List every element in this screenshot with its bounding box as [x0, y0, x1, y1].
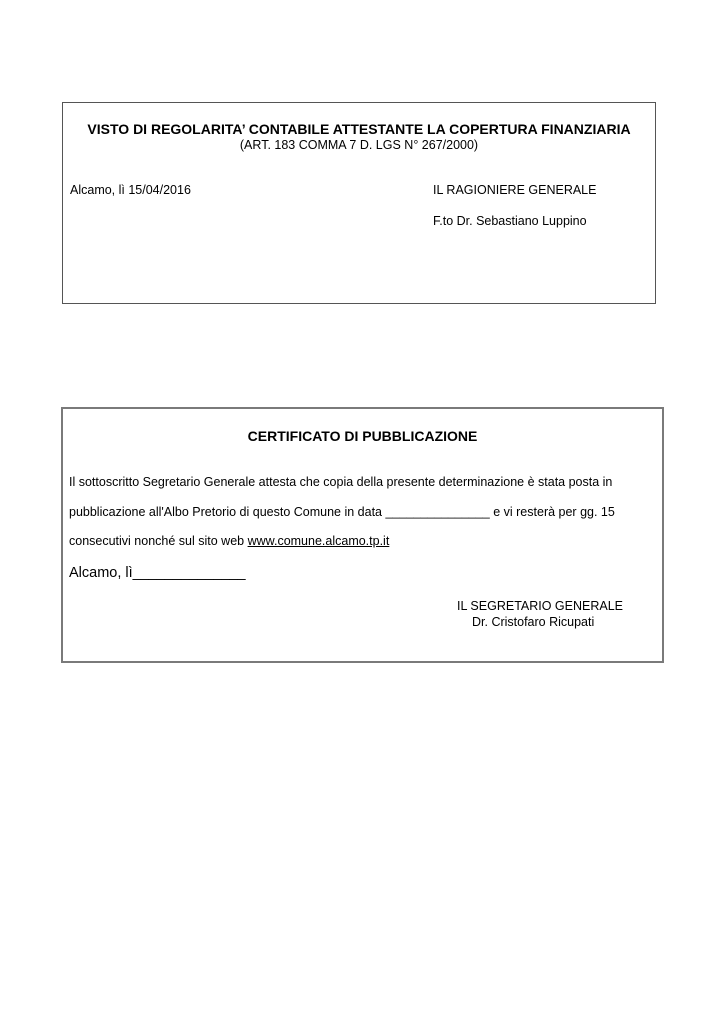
certificato-signer-role: IL SEGRETARIO GENERALE	[457, 599, 624, 613]
certificato-title: CERTIFICATO DI PUBBLICAZIONE	[247, 428, 478, 444]
visto-signer-role: IL RAGIONIERE GENERALE	[433, 183, 597, 197]
website-link[interactable]: www.comune.alcamo.tp.it	[247, 534, 390, 548]
visto-signature: F.to Dr. Sebastiano Luppino	[433, 214, 587, 228]
certificato-signature: Dr. Cristofaro Ricupati	[472, 615, 595, 629]
certificato-pubblicazione-box	[61, 407, 664, 663]
certificato-text-line-3	[69, 534, 389, 548]
certificato-text-line-2: pubblicazione all'Albo Pretorio di questo Comune in data _______________ e vi resterà per gg. 15	[69, 505, 615, 519]
certificato-text-line-3-prefix: consecutivi nonché sul sito web	[69, 534, 248, 548]
visto-title: VISTO DI REGOLARITA’ CONTABILE ATTESTANTE LA COPERTURA FINANZIARIA	[87, 121, 631, 137]
visto-place-date: Alcamo, lì 15/04/2016	[70, 183, 191, 197]
certificato-place-date: Alcamo, lì______________	[69, 565, 246, 581]
visto-regolarita-box	[62, 102, 656, 304]
certificato-text-line-1: Il sottoscritto Segretario Generale attesta che copia della presente determinazione è stata posta in	[69, 475, 613, 489]
visto-subtitle: (ART. 183 COMMA 7 D. LGS N° 267/2000)	[239, 138, 479, 152]
